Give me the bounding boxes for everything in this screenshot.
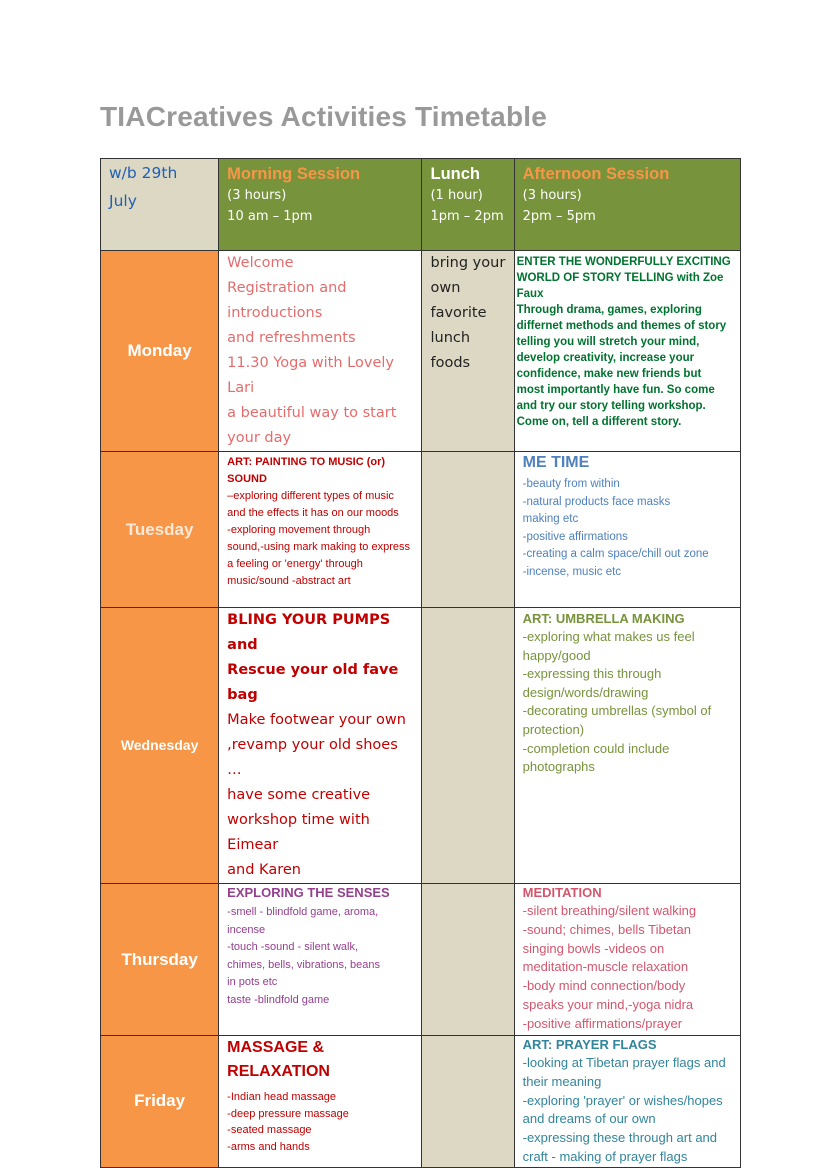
afternoon-header [514,159,740,251]
session-title: ME TIME [522,454,590,471]
list-item: confidence, make new friends but [516,368,702,380]
thursday-row [101,884,741,1036]
list-item: -sound; chimes, bells Tibetan [522,921,691,937]
morning-header-duration: (3 hours) [227,188,287,203]
tuesday-afternoon [514,452,740,608]
list-item: speaks your mind,-yoga nidra [522,996,694,1012]
list-item: and dreams of our own [522,1111,656,1127]
list-item: -decorating umbrellas (symbol of [522,703,712,719]
list-item: lunch [430,330,471,346]
list-item: -completion could include [522,740,670,756]
list-item: ENTER THE WONDERFULLY EXCITING [516,256,731,268]
list-item: and Karen [227,862,301,878]
list-item: Registration and [227,280,347,296]
list-item: their meaning [522,1073,602,1089]
list-item: protection) [522,721,585,737]
list-item: and try our story telling workshop. [516,400,706,412]
lunch-header [422,159,514,251]
list-item: making etc [522,513,579,526]
list-item: -body mind connection/body [522,978,686,994]
list-item: sound,-using mark making to express [227,541,410,553]
wednesday-lunch [422,608,514,884]
page-title: TIACreatives Activities Timetable [100,101,547,132]
tuesday-morning [219,452,422,608]
session-title: MASSAGE & [227,1039,325,1056]
week-line-1: w/b 29th [109,164,178,182]
day-label-tuesday: Tuesday [125,519,194,539]
lunch-header-duration: (1 hour) [430,188,483,203]
list-item: -creating a calm space/chill out zone [522,548,709,561]
list-item: -smell - blindfold game, aroma, [227,906,379,918]
tuesday-lunch [422,452,514,608]
list-item: favorite [430,305,487,321]
session-title: EXPLORING THE SENSES [227,885,390,900]
list-item: -exploring movement through [227,524,371,536]
wednesday-day-cell [101,608,219,884]
afternoon-header-time: 2pm – 5pm [522,209,596,224]
list-item: -exploring 'prayer' or wishes/hopes [522,1092,723,1108]
day-label-monday: Monday [127,341,192,360]
friday-morning [219,1036,422,1168]
list-item: music/sound -abstract art [227,575,351,587]
session-title: SOUND [227,473,267,485]
friday-afternoon [514,1036,740,1168]
monday-day-cell [101,251,219,452]
list-item: -exploring what makes us feel [522,629,695,644]
afternoon-header-title: Afternoon Session [522,165,670,183]
tuesday-day-cell [101,452,219,608]
list-item: -beauty from within [522,478,620,490]
day-label-thursday: Thursday [121,949,198,969]
list-item: Welcome [227,255,294,271]
list-item: taste -blindfold game [227,993,330,1006]
session-title: MEDITATION [522,885,602,900]
thursday-morning [219,884,422,1036]
lunch-header-time: 1pm – 2pm [430,209,504,224]
list-item: develop creativity, increase your [516,352,695,364]
day-label-friday: Friday [134,1091,186,1111]
day-label-wednesday: Wednesday [120,736,199,753]
list-item: and the effects it has on our moods [227,507,399,519]
timetable [100,158,741,1168]
list-item: Come on, tell a different story. [516,416,682,428]
list-item: -touch -sound - silent walk, [227,941,359,954]
session-title: BLING YOUR PUMPS and [227,612,391,653]
list-item: differnet methods and themes of story [516,320,727,332]
list-item: Faux [516,288,544,300]
wednesday-afternoon [514,608,740,884]
list-item: -expressing this through [522,666,662,682]
session-title: Rescue your old fave bag [227,662,399,703]
list-item: singing bowls -videos on [522,940,665,956]
list-item: -looking at Tibetan prayer flags and [522,1055,726,1070]
session-title: ART: PAINTING TO MUSIC (or) [227,456,386,468]
list-item: –exploring different types of music [227,490,394,502]
lunch-header-title: Lunch [430,165,480,183]
list-item: -silent breathing/silent walking [522,903,697,918]
monday-lunch [422,251,514,452]
morning-header-title: Morning Session [227,165,361,183]
session-title: RELAXATION [227,1063,330,1080]
morning-header [219,159,422,251]
tuesday-row [101,452,741,608]
list-item: photographs [522,759,595,775]
list-item: incense [227,923,266,936]
list-item: -arms and hands [227,1140,310,1153]
afternoon-header-duration: (3 hours) [522,188,582,203]
list-item: bring your [430,255,506,271]
list-item: own [430,280,461,296]
list-item: craft - making of prayer flags [522,1148,688,1164]
week-cell [101,159,219,251]
list-item: and refreshments [227,330,356,346]
list-item: happy/good [522,647,591,663]
list-item: -deep pressure massage [227,1107,349,1120]
list-item: in pots etc [227,976,278,989]
list-item: -positive affirmations [522,530,628,543]
list-item: have some creative [227,787,371,803]
list-item: Through drama, games, exploring [516,304,702,316]
list-item: introductions [227,305,323,321]
header-row [101,159,741,251]
list-item: -natural products face masks [522,495,671,508]
thursday-afternoon [514,884,740,1036]
monday-afternoon [514,251,740,452]
session-title: ART: UMBRELLA MAKING [522,611,685,626]
friday-lunch [422,1036,514,1168]
morning-header-time: 10 am – 1pm [227,209,313,224]
list-item: design/words/drawing [522,684,649,700]
session-title: ART: PRAYER FLAGS [522,1037,657,1052]
list-item: -positive affirmations/prayer [522,1015,683,1031]
list-item: Make footwear your own [227,712,406,728]
list-item: foods [430,355,471,371]
wednesday-morning [219,608,422,884]
list-item: workshop time with Eimear [227,812,370,853]
list-item: your day [227,430,292,446]
wednesday-row [101,608,741,884]
list-item: ,revamp your old shoes … [227,737,398,778]
list-item: -incense, music etc [522,565,622,578]
list-item: 11.30 Yoga with Lovely Lari [227,355,394,396]
list-item: chimes, bells, vibrations, beans [227,958,381,971]
thursday-lunch [422,884,514,1036]
list-item: -Indian head massage [227,1091,337,1103]
list-item: telling you will stretch your mind, [516,336,700,348]
list-item: a feeling or 'energy' through [227,558,363,570]
list-item: meditation-muscle relaxation [522,959,689,975]
list-item: most importantly have fun. So come [516,384,715,396]
monday-morning [219,251,422,452]
list-item: -seated massage [227,1124,312,1137]
friday-day-cell [101,1036,219,1168]
week-line-2: July [109,192,137,210]
friday-row [101,1036,741,1168]
list-item: WORLD OF STORY TELLING with Zoe [516,272,724,284]
list-item: a beautiful way to start [227,405,397,421]
thursday-day-cell [101,884,219,1036]
list-item: -expressing these through art and [522,1130,718,1146]
monday-row [101,251,741,452]
